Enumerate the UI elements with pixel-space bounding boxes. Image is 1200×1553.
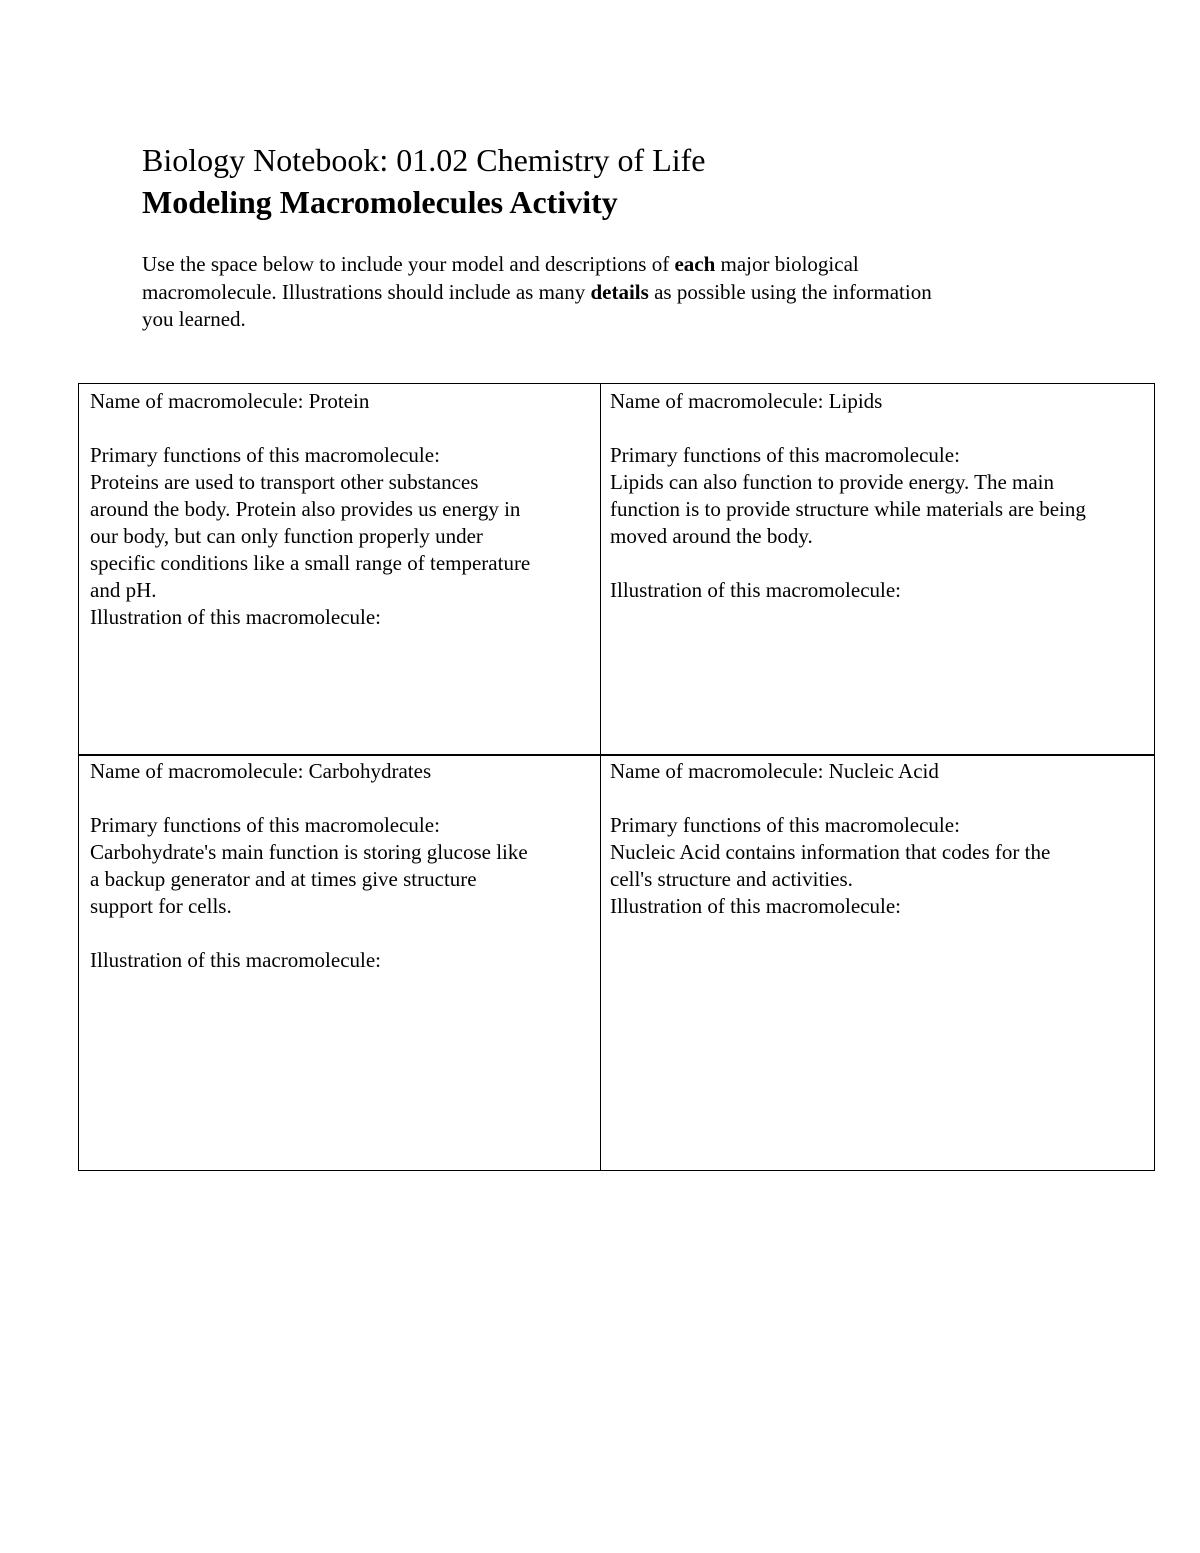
protein-functions-label: Primary functions of this macromolecule: xyxy=(90,443,440,467)
protein-cell xyxy=(90,388,590,631)
carbohydrates-function-line: Carbohydrate's main function is storing glucose like xyxy=(90,840,528,864)
lipids-function-line: function is to provide structure while materials are being xyxy=(610,497,1086,521)
nucleic-acid-functions-label: Primary functions of this macromolecule: xyxy=(610,813,960,837)
lipids-illustration-label: Illustration of this macromolecule: xyxy=(610,578,902,602)
protein-function-line: and pH. xyxy=(90,578,157,602)
instructions-text: major biological xyxy=(715,252,859,276)
macromolecule-table xyxy=(78,383,1155,1171)
carbohydrates-function-line: support for cells. xyxy=(90,894,232,918)
instructions xyxy=(142,251,1042,334)
carbohydrates-name: Name of macromolecule: Carbohydrates xyxy=(90,759,432,783)
lipids-name: Name of macromolecule: Lipids xyxy=(610,389,883,413)
protein-function-line: specific conditions like a small range of temperature xyxy=(90,551,531,575)
nucleic-acid-cell xyxy=(610,758,1150,920)
protein-function-line: Proteins are used to transport other substances xyxy=(90,470,479,494)
instructions-text: as possible using the information xyxy=(648,279,932,304)
lipids-function-line: moved around the body. xyxy=(610,524,813,548)
carbohydrates-cell xyxy=(90,758,590,974)
lipids-cell xyxy=(610,388,1150,604)
carbohydrates-functions-label: Primary functions of this macromolecule: xyxy=(90,813,440,837)
instructions-emphasis-each: each xyxy=(674,252,716,276)
instructions-line-3: you learned. xyxy=(142,307,246,331)
spacer xyxy=(610,785,1150,812)
spacer xyxy=(610,550,1150,577)
activity-title: Modeling Macromolecules Activity xyxy=(142,184,618,220)
table-vertical-divider xyxy=(600,384,602,1170)
spacer xyxy=(90,415,590,442)
lipids-functions-label: Primary functions of this macromolecule: xyxy=(610,443,960,467)
protein-name: Name of macromolecule: Protein xyxy=(90,389,370,413)
page-title: Biology Notebook: 01.02 Chemistry of Life xyxy=(142,142,706,178)
instructions-text: Use the space below to include your model and descriptions of xyxy=(142,252,675,276)
instructions-line-2 xyxy=(142,279,1042,307)
protein-function-line: around the body. Protein also provides us energy in xyxy=(90,497,521,521)
protein-illustration-label: Illustration of this macromolecule: xyxy=(90,605,382,629)
nucleic-acid-name: Name of macromolecule: Nucleic Acid xyxy=(610,759,939,783)
instructions-text: macromolecule. Illustrations should include as many xyxy=(142,279,591,304)
spacer xyxy=(90,920,590,947)
spacer xyxy=(610,415,1150,442)
lipids-function-line: Lipids can also function to provide energy. The main xyxy=(610,470,1055,494)
protein-function-line: our body, but can only function properly under xyxy=(90,524,483,548)
carbohydrates-illustration-label: Illustration of this macromolecule: xyxy=(90,948,382,972)
carbohydrates-function-line: a backup generator and at times give structure xyxy=(90,867,477,891)
nucleic-acid-function-line: cell's structure and activities. xyxy=(610,867,853,891)
instructions-line-1 xyxy=(142,251,1042,279)
nucleic-acid-illustration-label: Illustration of this macromolecule: xyxy=(610,894,902,918)
nucleic-acid-function-line: Nucleic Acid contains information that codes for the xyxy=(610,840,1051,864)
table-horizontal-divider xyxy=(79,754,1154,756)
spacer xyxy=(90,785,590,812)
instructions-emphasis-details: details xyxy=(590,279,649,304)
